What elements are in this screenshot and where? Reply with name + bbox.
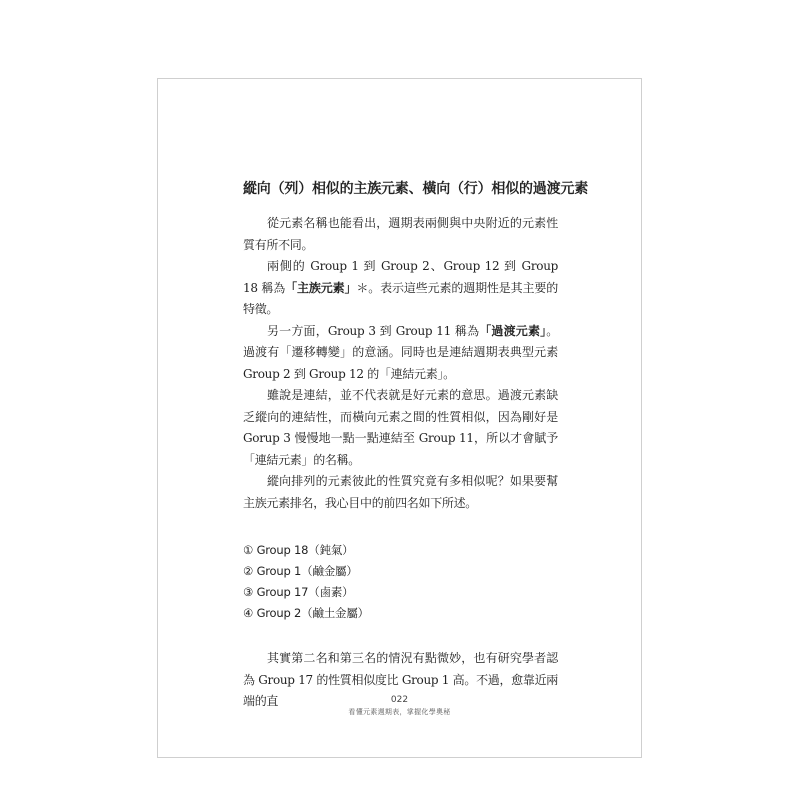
- paragraph-3-post: 。過渡有「遷移轉變」的意涵。同時也是連結週期表典型元素 Group 2 到 Group 12 的「連結元素」。: [243, 323, 558, 381]
- ranking-item-1: ① Group 18（鈍氣）: [243, 543, 354, 557]
- paragraph-4: 雖說是連結，並不代表就是好元素的意思。過渡元素缺乏縱向的連結性，而橫向元素之間的性質相似，因為剛好是 Gorup 3 慢慢地一點一點連結至 Group 11，所以才會賦予「連結元素」的名稱。: [243, 388, 558, 467]
- ranking-item-4: ④ Group 2（鹼土金屬）: [243, 606, 369, 620]
- paragraph-3: [243, 321, 558, 386]
- book-title: 看懂元素週期表，掌握化學奧秘: [348, 708, 451, 716]
- paragraph-2: [243, 256, 558, 321]
- term-transition: 「過渡元素」: [479, 323, 547, 338]
- page-footer: [158, 694, 641, 718]
- paragraph-2-post: ＊。表示這些元素的週期性是其主要的特徵。: [243, 280, 558, 316]
- term-main-group: 「主族元素」: [285, 280, 357, 295]
- page-content: [243, 179, 588, 713]
- paragraph-3-pre: 另一方面，Group 3 到 Group 11 稱為: [267, 323, 480, 338]
- ranking-item-2: ② Group 1（鹼金屬）: [243, 564, 358, 578]
- book-page: [157, 78, 642, 758]
- paragraph-5: 縱向排列的元素彼此的性質究竟有多相似呢？如果要幫主族元素排名，我心目中的前四名如下所述。: [243, 474, 558, 510]
- ranking-item-3: ③ Group 17（鹵素）: [243, 585, 354, 599]
- paragraph-1: 從元素名稱也能看出，週期表兩側與中央附近的元素性質有所不同。: [243, 216, 558, 252]
- page-number: 022: [390, 695, 409, 705]
- paragraph-6: 其實第二名和第三名的情況有點微妙，也有研究學者認為 Group 17 的性質相似度比 Group 1 高。不過，愈靠近兩端的直: [243, 651, 558, 708]
- ranking-list: [243, 540, 558, 624]
- section-heading: 縱向（列）相似的主族元素、橫向（行）相似的過渡元素: [243, 181, 588, 197]
- paragraph-2-pre: 兩側的 Group 1 到 Group 2、Group 12 到 Group 18 稱為: [243, 259, 558, 295]
